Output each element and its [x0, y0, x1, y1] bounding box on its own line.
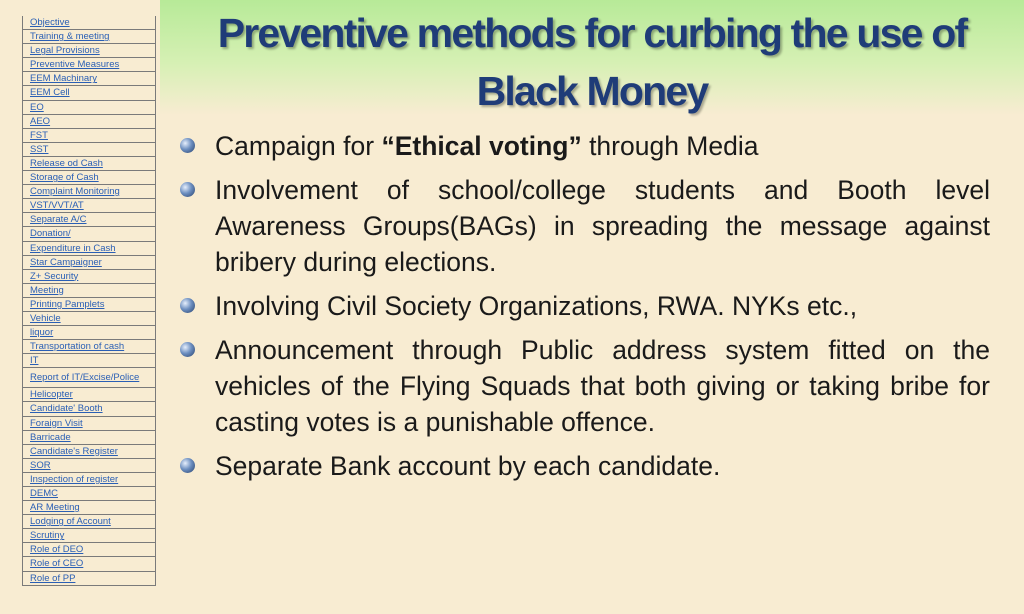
bullet-text: Separate Bank account by each candidate. — [215, 451, 721, 481]
sidebar-item-it[interactable]: IT — [23, 354, 155, 368]
sidebar-item-foraign-visit[interactable]: Foraign Visit — [23, 417, 155, 431]
sidebar-item-star-campaigner[interactable]: Star Campaigner — [23, 256, 155, 270]
sidebar-item-eo[interactable]: EO — [23, 101, 155, 115]
sidebar-item-printing-pamplets[interactable]: Printing Pamplets — [23, 298, 155, 312]
bullet-item — [180, 288, 990, 324]
sidebar-nav — [22, 16, 156, 586]
bullet-list — [180, 128, 990, 492]
sidebar-item-eem-cell[interactable]: EEM Cell — [23, 86, 155, 100]
sphere-bullet-icon — [180, 298, 195, 313]
sidebar-item-preventive-measures[interactable]: Preventive Measures — [23, 58, 155, 72]
sphere-bullet-icon — [180, 182, 195, 197]
bullet-text — [215, 131, 758, 161]
sidebar-item-aeo[interactable]: AEO — [23, 115, 155, 129]
bullet-text: Involving Civil Society Organizations, RWA. NYKs etc., — [215, 291, 858, 321]
sidebar-item-complaint-monitoring[interactable]: Complaint Monitoring — [23, 185, 155, 199]
slide-title — [160, 4, 1024, 120]
bullet-text: Announcement through Public address system fitted on the vehicles of the Flying Squads that both giving or taking bribe for casting votes is a punishable offence. — [215, 335, 990, 437]
sidebar-item-lodging-of-account[interactable]: Lodging of Account — [23, 515, 155, 529]
title-line-1: Preventive methods for curbing the use of — [217, 10, 967, 56]
sidebar-item-donation[interactable]: Donation/ — [23, 227, 155, 241]
sidebar-item-vehicle[interactable]: Vehicle — [23, 312, 155, 326]
sidebar-item-meeting[interactable]: Meeting — [23, 284, 155, 298]
bullet-text-bold: “Ethical voting” — [381, 131, 582, 161]
sidebar-item-release-of-cash[interactable]: Release od Cash — [23, 157, 155, 171]
sphere-bullet-icon — [180, 458, 195, 473]
bullet-text: Involvement of school/college students and Booth level Awareness Groups(BAGs) in spreading the message against bribery during elections. — [215, 175, 990, 277]
sidebar-item-transportation-of-cash[interactable]: Transportation of cash — [23, 340, 155, 354]
sidebar-item-helicopter[interactable]: Helicopter — [23, 388, 155, 402]
sidebar-item-role-of-ceo[interactable]: Role of CEO — [23, 557, 155, 571]
sphere-bullet-icon — [180, 138, 195, 153]
sidebar-item-storage-of-cash[interactable]: Storage of Cash — [23, 171, 155, 185]
sidebar-item-report-it-excise-police[interactable]: Report of IT/Excise/Police — [23, 368, 155, 388]
bullet-text-post: through Media — [581, 131, 759, 161]
bullet-item — [180, 332, 990, 440]
sidebar-item-role-of-deo[interactable]: Role of DEO — [23, 543, 155, 557]
sidebar-item-candidate-booth[interactable]: Candidate' Booth — [23, 402, 155, 416]
sidebar-item-separate-ac[interactable]: Separate A/C — [23, 213, 155, 227]
sidebar-item-role-of-pp[interactable]: Role of PP — [23, 572, 155, 586]
sidebar-item-eem-machinary[interactable]: EEM Machinary — [23, 72, 155, 86]
sidebar-item-sst[interactable]: SST — [23, 143, 155, 157]
sidebar-item-legal-provisions[interactable]: Legal Provisions — [23, 44, 155, 58]
sidebar-item-sor[interactable]: SOR — [23, 459, 155, 473]
sidebar-item-barricade[interactable]: Barricade — [23, 431, 155, 445]
sidebar-item-objective[interactable]: Objective — [23, 16, 155, 30]
sidebar-item-scrutiny[interactable]: Scrutiny — [23, 529, 155, 543]
sidebar-item-candidates-register[interactable]: Candidate's Register — [23, 445, 155, 459]
sidebar-item-liquor[interactable]: liquor — [23, 326, 155, 340]
sidebar-item-z-security[interactable]: Z+ Security — [23, 270, 155, 284]
sidebar-item-expenditure-in-cash[interactable]: Expenditure in Cash — [23, 242, 155, 256]
sidebar-item-vst-vvt-at[interactable]: VST/VVT/AT — [23, 199, 155, 213]
sidebar-item-demc[interactable]: DEMC — [23, 487, 155, 501]
bullet-text-pre: Campaign for — [215, 131, 382, 161]
sidebar-item-inspection-of-register[interactable]: Inspection of register — [23, 473, 155, 487]
sphere-bullet-icon — [180, 342, 195, 357]
bullet-item — [180, 128, 990, 164]
bullet-item — [180, 448, 990, 484]
bullet-item — [180, 172, 990, 280]
title-line-2: Black Money — [476, 68, 708, 114]
sidebar-item-fst[interactable]: FST — [23, 129, 155, 143]
sidebar-item-training-meeting[interactable]: Training & meeting — [23, 30, 155, 44]
sidebar-item-ar-meeting[interactable]: AR Meeting — [23, 501, 155, 515]
